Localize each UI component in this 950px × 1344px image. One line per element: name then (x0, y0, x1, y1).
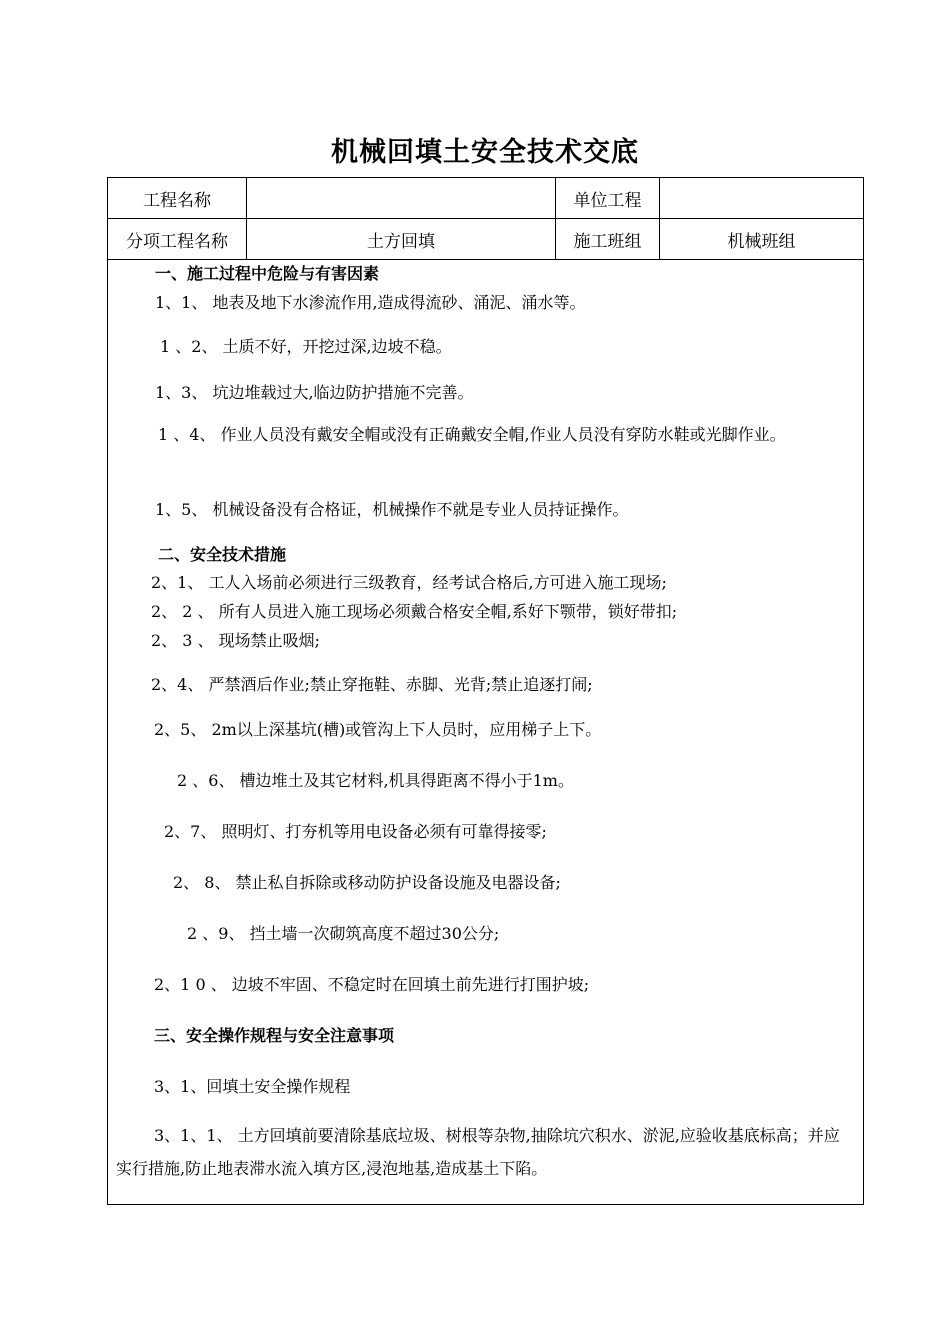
team-label: 施工班组 (556, 219, 660, 259)
section3-subheading: 3、1、回填土安全操作规程 (154, 1077, 351, 1096)
sub-project-value: 土方回填 (247, 219, 556, 259)
document-title: 机械回填土安全技术交底 (331, 137, 639, 168)
unit-project-label: 单位工程 (556, 178, 660, 218)
section2-item-9: 2 、9、 挡土墙一次砌筑高度不超过30公分; (187, 924, 500, 943)
disclosure-sheet (107, 177, 864, 1205)
section2-item-5: 2、5、 2m以上深基坑(槽)或管沟上下人员时，应用梯子上下。 (154, 720, 602, 739)
section2-item-1: 2、1、 工人入场前必须进行三级教育，经考试合格后,方可进入施工现场; (151, 573, 667, 592)
section3-item-1: 3、1、1、 土方回填前要清除基底垃圾、树根等杂物,抽除坑穴积水、淤泥,应验收基底标高；并应实行措施,防止地表滞水流入填方区,浸泡地基,造成基土下陷。 (116, 1126, 840, 1178)
section1-item-4: 1 、4、 作业人员没有戴安全帽或没有正确戴安全帽,作业人员没有穿防水鞋或光脚作业。 (158, 425, 786, 444)
section2-item-10: 2、1 0 、 边坡不牢固、不稳定时在回填土前先进行打围护坡; (154, 975, 590, 994)
section2-item-3: 2、 3 、 现场禁止吸烟; (151, 631, 321, 650)
header-row-1 (108, 178, 863, 219)
header-row-2 (108, 219, 863, 260)
section2-item-7: 2、7、 照明灯、打夯机等用电设备必须有可靠得接零; (164, 822, 547, 841)
section2-item-8: 2、 8、 禁止私自拆除或移动防护设备设施及电器设备; (173, 873, 561, 892)
section2-item-2: 2、 2 、 所有人员进入施工现场必须戴合格安全帽,系好下颚带，锁好带扣; (151, 602, 678, 621)
section3-heading: 三、安全操作规程与安全注意事项 (154, 1026, 395, 1045)
project-name-label: 工程名称 (108, 178, 247, 218)
section1-item-5: 1、5、 机械设备没有合格证，机械操作不就是专业人员持证操作。 (155, 500, 629, 519)
section1-item-2: 1 、2、 土质不好，开挖过深,边坡不稳。 (160, 337, 452, 356)
project-name-value (247, 178, 556, 218)
unit-project-value (660, 178, 863, 218)
section1-item-1: 1、1、 地表及地下水渗流作用,造成得流砂、涌泥、涌水等。 (155, 293, 586, 312)
section1-item-3: 1、3、 坑边堆载过大,临边防护措施不完善。 (155, 383, 474, 402)
section1-heading: 一、施工过程中危险与有害因素 (155, 264, 380, 283)
section2-item-4: 2、4、 严禁酒后作业;禁止穿拖鞋、赤脚、光背;禁止追逐打闹; (151, 675, 593, 694)
sub-project-label: 分项工程名称 (108, 219, 247, 259)
section2-item-6: 2 、6、 槽边堆土及其它材料,机具得距离不得小于1m。 (177, 771, 574, 790)
section2-heading: 二、安全技术措施 (158, 545, 287, 564)
team-value: 机械班组 (727, 231, 796, 252)
